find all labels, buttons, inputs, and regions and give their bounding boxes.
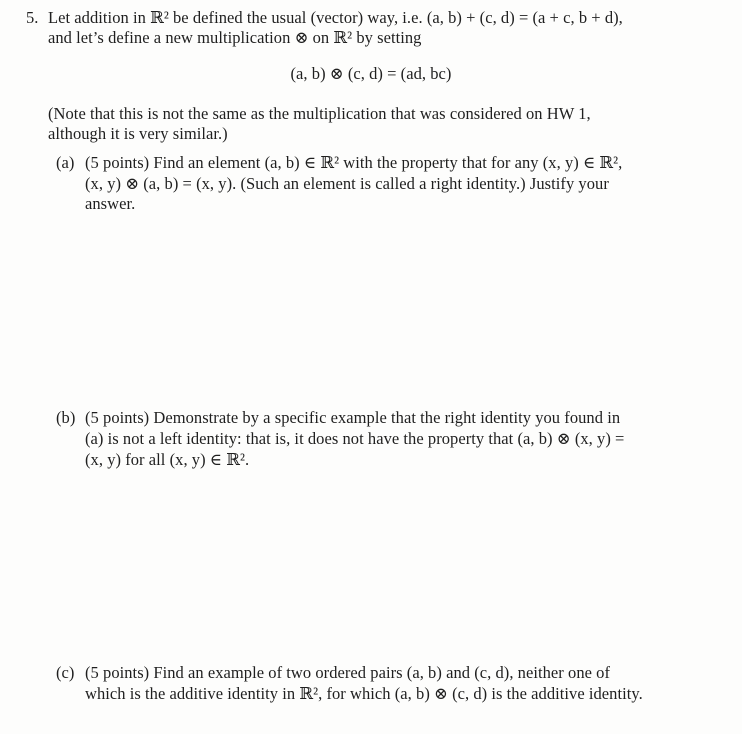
part-a-line-1: (5 points) Find an element (a, b) ∈ ℝ² with the property that for any (x, y) ∈ ℝ², [85, 153, 623, 172]
part-b-line-1: (5 points) Demonstrate by a specific example that the right identity you found in [85, 408, 621, 427]
problem-statement-line-1: Let addition in ℝ² be defined the usual (vector) way, i.e. (a, b) + (c, d) = (a + c, b + d), [48, 8, 623, 27]
part-b-line-3: (x, y) for all (x, y) ∈ ℝ². [85, 450, 250, 469]
part-b-line-2: (a) is not a left identity: that is, it does not have the property that (a, b) ⊗ (x, y) = [85, 429, 625, 448]
multiplication-definition-equation: (a, b) ⊗ (c, d) = (ad, bc) [290, 64, 452, 83]
part-a-label: (a) [56, 153, 75, 172]
part-c-line-1: (5 points) Find an example of two ordered pairs (a, b) and (c, d), neither one of [85, 663, 611, 682]
problem-statement-line-2: and let’s define a new multiplication ⊗ on ℝ² by setting [48, 28, 422, 47]
part-a-line-3: answer. [85, 194, 136, 213]
problem-number: 5. [26, 8, 39, 27]
note-line-2: although it is very similar.) [48, 124, 228, 143]
note-line-1: (Note that this is not the same as the multiplication that was considered on HW 1, [48, 104, 591, 123]
part-c-line-2: which is the additive identity in ℝ², for which (a, b) ⊗ (c, d) is the additive identity. [85, 684, 643, 703]
part-b-label: (b) [56, 408, 76, 427]
part-c-label: (c) [56, 663, 75, 682]
part-a-line-2: (x, y) ⊗ (a, b) = (x, y). (Such an element is called a right identity.) Justify your [85, 174, 609, 193]
